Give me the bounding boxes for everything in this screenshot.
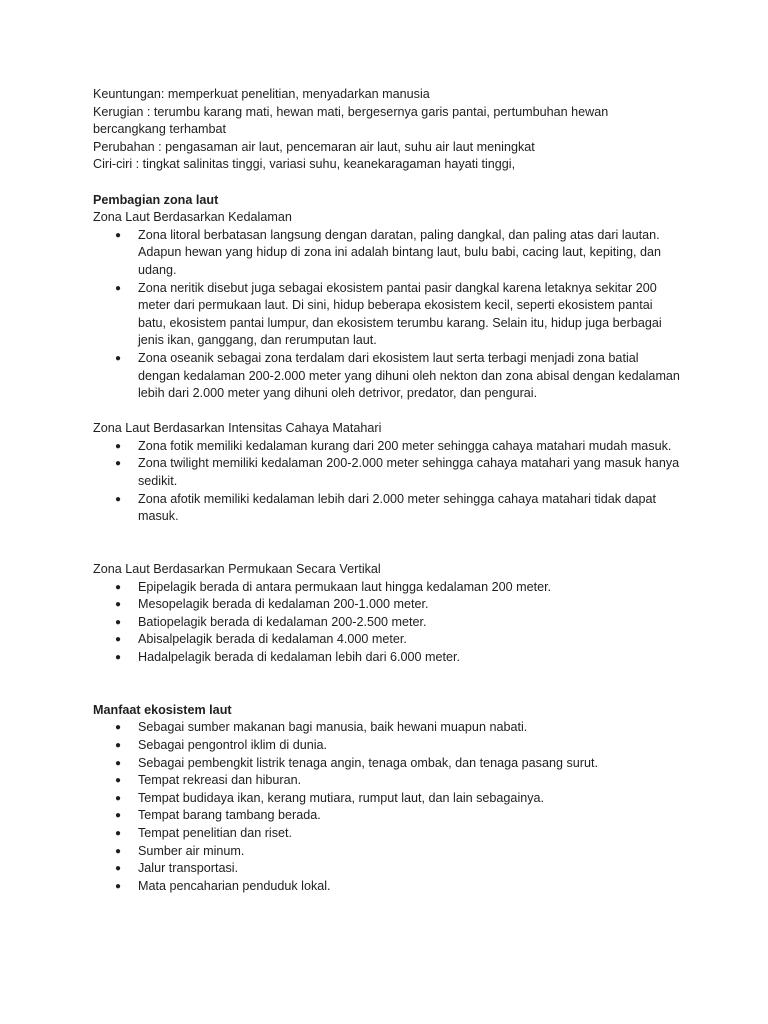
subsection-title-vertikal: Zona Laut Berdasarkan Permukaan Secara Vertikal: [93, 562, 381, 577]
list-item-text: Zona oseanik sebagai zona terdalam dari ekosistem laut serta terbagi menjadi zona batial dengan kedalaman 200-2.000 meter yang dihuni oleh nekton dan zona abisal dengan kedalaman lebih dari 2.000 meter yang dihuni oleh detrivor, predator, dan pengurai.: [138, 350, 680, 401]
section-heading-pembagian-zona: Pembagian zona laut: [93, 192, 219, 207]
list-item: [93, 614, 683, 632]
list-item-text: Zona fotik memiliki kedalaman kurang dari 200 meter sehingga cahaya matahari mudah masuk.: [138, 438, 672, 453]
list-item-text: Sebagai pembengkit listrik tenaga angin, tenaga ombak, dan tenaga pasang surut.: [138, 755, 598, 770]
list-item-text: Abisalpelagik berada di kedalaman 4.000 meter.: [138, 632, 407, 647]
list-item: [93, 350, 683, 403]
list-item: [93, 825, 683, 843]
bullet-dot-icon: ●: [115, 440, 122, 452]
bullet-dot-icon: ●: [115, 757, 122, 769]
ciri-ciri-line: Ciri-ciri : tingkat salinitas tinggi, variasi suhu, keanekaragaman hayati tinggi,: [93, 157, 516, 172]
bullet-list-manfaat: [93, 719, 683, 895]
bullet-dot-icon: ●: [115, 827, 122, 839]
list-item-text: Zona neritik disebut juga sebagai ekosistem pantai pasir dangkal karena letaknya sekitar 200 meter dari permukaan laut. Di sini, hidup beberapa ekosistem kecil, seperti ekosistem pantai batu, ekosistem pantai lumpur, dan ekosistem terumbu karang. Selain itu, hidup juga berbagai jenis ikan, ganggang, dan rerumputan laut.: [138, 280, 662, 348]
spacer: [93, 526, 683, 561]
list-item-text: Zona litoral berbatasan langsung dengan daratan, paling dangkal, dan paling atas dari lautan. Adapun hewan yang hidup di zona ini adalah bintang laut, bulu babi, cacing laut, kepiting, dan udang.: [138, 227, 662, 277]
bullet-dot-icon: ●: [115, 616, 122, 628]
list-item: [93, 737, 683, 755]
bullet-dot-icon: ●: [115, 634, 122, 646]
list-item: [93, 843, 683, 861]
bullet-dot-icon: ●: [115, 739, 122, 751]
list-item-text: Sebagai pengontrol iklim di dunia.: [138, 737, 328, 752]
list-item-text: Tempat penelitian dan riset.: [138, 825, 293, 840]
list-item: [93, 807, 683, 825]
keuntungan-line: Keuntungan: memperkuat penelitian, menyadarkan manusia: [93, 87, 430, 101]
list-item: [93, 772, 683, 790]
list-item-text: Hadalpelagik berada di kedalaman lebih dari 6.000 meter.: [138, 650, 461, 664]
list-item: [93, 860, 683, 878]
bullet-dot-icon: ●: [115, 880, 122, 892]
bullet-dot-icon: ●: [115, 493, 122, 505]
bullet-dot-icon: ●: [115, 775, 122, 787]
bullet-dot-icon: ●: [115, 352, 122, 364]
list-item-text: Mesopelagik berada di kedalaman 200-1.000 meter.: [138, 597, 429, 612]
document-body: [93, 86, 683, 895]
bullet-list-vertikal: [93, 579, 683, 667]
list-item-text: Jalur transportasi.: [138, 861, 239, 876]
kerugian-line: Kerugian : terumbu karang mati, hewan mati, bergesernya garis pantai, pertumbuhan hewan bercangkang terhambat: [93, 104, 609, 137]
list-item: [93, 719, 683, 737]
bullet-dot-icon: ●: [115, 599, 122, 611]
spacer: [93, 403, 683, 421]
bullet-dot-icon: ●: [115, 863, 122, 875]
list-item-text: Mata pencaharian penduduk lokal.: [138, 878, 331, 893]
list-item: [93, 631, 683, 649]
list-item: [93, 455, 683, 490]
bullet-dot-icon: ●: [115, 792, 122, 804]
list-item-text: Zona afotik memiliki kedalaman lebih dari 2.000 meter sehingga cahaya matahari tidak dapat masuk.: [138, 491, 657, 524]
perubahan-line: Perubahan : pengasaman air laut, pencemaran air laut, suhu air laut meningkat: [93, 139, 535, 154]
bullet-dot-icon: ●: [115, 581, 122, 593]
section-heading-manfaat: Manfaat ekosistem laut: [93, 702, 232, 717]
subsection-title-cahaya: Zona Laut Berdasarkan Intensitas Cahaya Matahari: [93, 421, 382, 436]
list-item-text: Batiopelagik berada di kedalaman 200-2.500 meter.: [138, 614, 427, 629]
list-item: [93, 438, 683, 456]
subsection-title-kedalaman: Zona Laut Berdasarkan Kedalaman: [93, 210, 292, 225]
list-item: [93, 755, 683, 773]
list-item: [93, 649, 683, 667]
list-item-text: Tempat rekreasi dan hiburan.: [138, 773, 302, 788]
bullet-dot-icon: ●: [115, 282, 122, 294]
list-item-text: Tempat barang tambang berada.: [138, 808, 321, 823]
bullet-list-kedalaman: [93, 227, 683, 403]
list-item-text: Zona twilight memiliki kedalaman 200-2.000 meter sehingga cahaya matahari yang masuk hanya sedikit.: [138, 456, 680, 489]
list-item-text: Sebagai sumber makanan bagi manusia, baik hewani muapun nabati.: [138, 720, 528, 735]
bullet-dot-icon: ●: [115, 845, 122, 857]
list-item-text: Epipelagik berada di antara permukaan laut hingga kedalaman 200 meter.: [138, 579, 552, 594]
list-item: [93, 596, 683, 614]
list-item-text: Tempat budidaya ikan, kerang mutiara, rumput laut, dan lain sebagainya.: [138, 790, 545, 805]
bullet-dot-icon: ●: [115, 722, 122, 734]
bullet-dot-icon: ●: [115, 810, 122, 822]
bullet-list-cahaya: [93, 438, 683, 526]
list-item: [93, 227, 683, 280]
list-item: [93, 280, 683, 350]
list-item-text: Sumber air minum.: [138, 843, 245, 858]
bullet-dot-icon: ●: [115, 229, 122, 241]
list-item: [93, 878, 683, 896]
bullet-dot-icon: ●: [115, 458, 122, 470]
spacer: [93, 174, 683, 192]
bullet-dot-icon: ●: [115, 652, 122, 663]
spacer: [93, 667, 683, 702]
list-item: [93, 790, 683, 808]
list-item: [93, 491, 683, 526]
list-item: [93, 579, 683, 597]
